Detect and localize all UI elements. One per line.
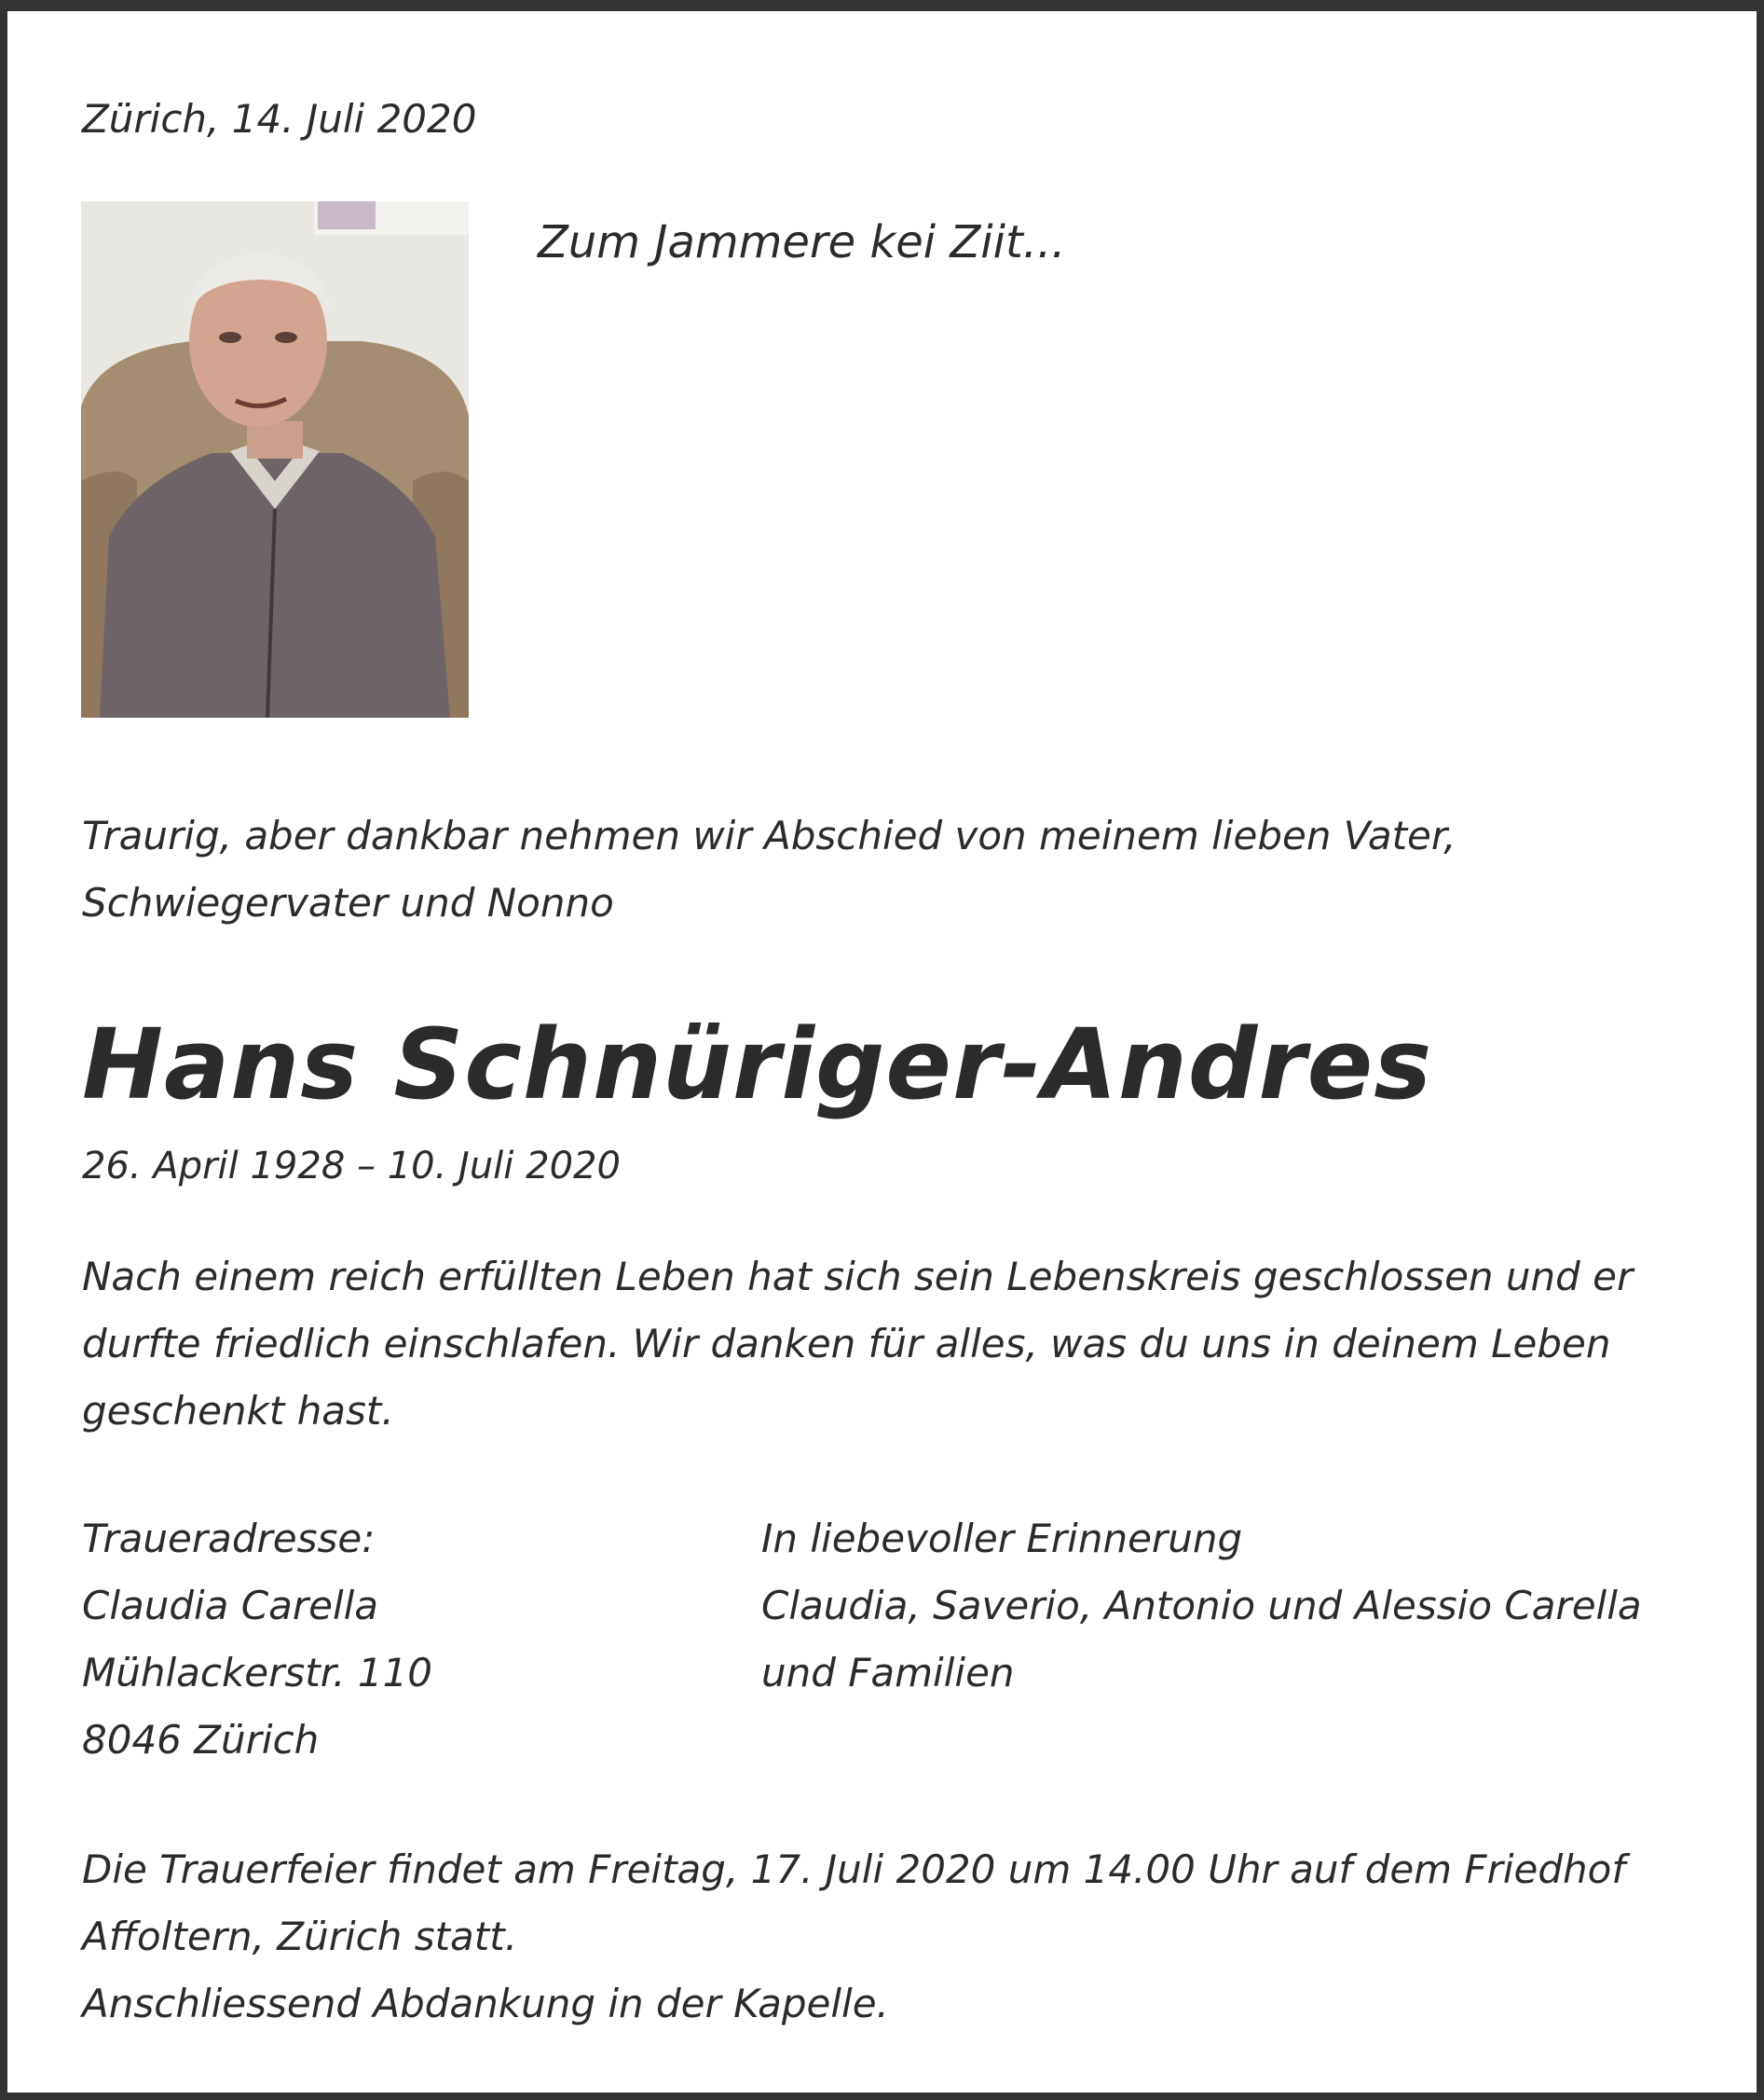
mourning-address [82, 1505, 432, 1774]
intro-text: Traurig, aber dankbar nehmen wir Abschied von meinem lieben Vater, Schwiegervater und Nonno [82, 813, 1456, 926]
body-text: Nach einem reich erfüllten Leben hat sich sein Lebenskreis geschlossen und er durfte friedlich einschlafen. Wir danken für alles, was du uns in deinem Leben geschenkt hast. [82, 1254, 1634, 1434]
portrait-photo [81, 201, 469, 718]
service-line-1: Die Trauerfeier findet am Freitag, 17. Juli 2020 um 14.00 Uhr auf dem Friedhof Affoltern, Zürich statt. [82, 1846, 1626, 1959]
lifespan-dates: 26. April 1928 – 10. Juli 2020 [82, 1145, 621, 1187]
deceased-name: Hans Schnüriger-Andres [82, 1008, 1433, 1121]
remembrance-names: Claudia, Saverio, Antonio und Alessio Carella und Familien [761, 1583, 1642, 1695]
address-street: Mühlackerstr. 110 [82, 1650, 433, 1695]
address-person: Claudia Carella [82, 1583, 379, 1628]
place-date: Zürich, 14. Juli 2020 [82, 96, 477, 142]
motto: Zum Jammere kei Ziit... [538, 216, 1066, 268]
remembrance-label: In liebevoller Erinnerung [761, 1516, 1243, 1561]
service-line-2: Anschliessend Abdankung in der Kapelle. [82, 1981, 889, 2026]
remembrance-block [761, 1505, 1693, 1707]
service-info [82, 1836, 1703, 2038]
address-label: Traueradresse: [82, 1516, 376, 1561]
address-city: 8046 Zürich [82, 1717, 320, 1763]
